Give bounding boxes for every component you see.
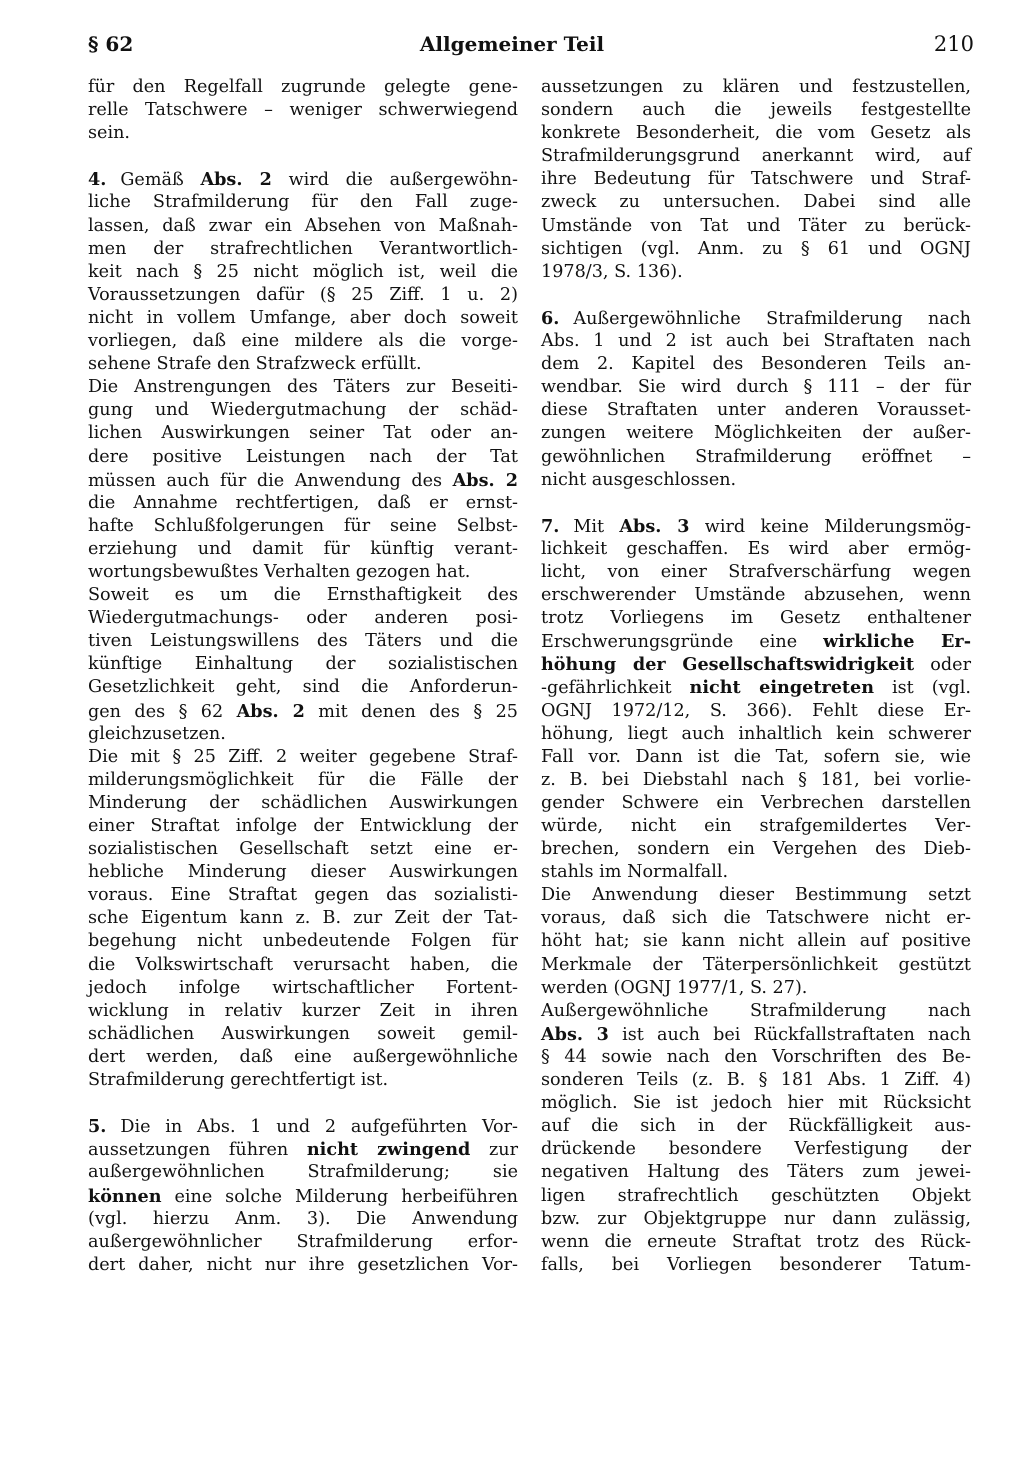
text-line: 5. Die in Abs. 1 und 2 aufgeführten Vor- xyxy=(88,1116,518,1138)
text-line: (vgl. hierzu Anm. 3). Die Anwendung xyxy=(88,1208,518,1229)
text-line: Strafmilderung gerechtfertigt ist. xyxy=(88,1070,389,1091)
text-line: nicht in vollem Umfange, aber doch soweit xyxy=(88,307,518,328)
text-line: drückende besondere Verfestigung der xyxy=(541,1139,971,1160)
text-line: milderungsmöglichkeit für die Fälle der xyxy=(88,769,518,790)
text-line: vorliegen, daß eine mildere als die vorge- xyxy=(88,331,518,352)
text-line: falls, bei Vorliegen besonderer Tatum- xyxy=(541,1254,971,1275)
text-line: werden (OGNJ 1977/1, S. 27). xyxy=(541,977,808,998)
text-line: Gesetzlichkeit geht, sind die Anforderun- xyxy=(88,677,518,698)
text-line: lichkeit geschaffen. Es wird aber ermög- xyxy=(541,538,971,559)
text-line: dem 2. Kapitel des Besonderen Teils an- xyxy=(541,354,971,375)
text-line: Merkmale der Täterpersönlichkeit gestützt xyxy=(541,954,971,975)
text-line: zweck zu untersuchen. Dabei sind alle xyxy=(541,192,971,213)
text-line: nicht ausgeschlossen. xyxy=(541,469,737,490)
text-line: außergewöhnlichen Strafmilderung; sie xyxy=(88,1162,518,1183)
text-line: OGNJ 1972/12, S. 366). Fehlt diese Er- xyxy=(541,700,971,721)
text-line: Außergewöhnliche Strafmilderung nach xyxy=(541,1000,971,1021)
text-line: Soweit es um die Ernsthaftigkeit des xyxy=(88,585,518,606)
text-line: jedoch infolge wirtschaftlicher Fortent- xyxy=(88,977,518,998)
text-line: außergewöhnlicher Strafmilderung erfor- xyxy=(88,1231,518,1252)
text-line: aussetzungen führen nicht zwingend zur xyxy=(88,1139,518,1161)
paragraph-gap xyxy=(541,284,971,307)
paragraph-gap xyxy=(88,1092,518,1115)
text-line: die Annahme rechtfertigen, daß er ernst- xyxy=(88,492,518,513)
text-line: Die mit § 25 Ziff. 2 weiter gegebene Straf- xyxy=(88,746,518,767)
text-line: Voraussetzungen dafür (§ 25 Ziff. 1 u. 2) xyxy=(88,284,518,305)
text-line: keit nach § 25 nicht möglich ist, weil die xyxy=(88,261,518,282)
text-line: Erschwerungsgründe eine wirkliche Er- xyxy=(541,631,972,653)
text-line: sehene Strafe den Strafzweck erfüllt. xyxy=(88,354,422,375)
text-line: die Volkswirtschaft verursacht haben, die xyxy=(88,954,518,975)
text-line: z. B. bei Diebstahl nach § 181, bei vorlie- xyxy=(541,769,971,790)
text-line: wenn die erneute Straftat trotz des Rück- xyxy=(541,1231,971,1252)
text-line: wendbar. Sie wird durch § 111 – der für xyxy=(541,377,971,398)
paragraph-gap xyxy=(541,492,971,515)
text-line: sozialistischen Gesellschaft setzt eine er- xyxy=(88,839,518,860)
text-line: schädlichen Auswirkungen soweit gemil- xyxy=(88,1023,518,1044)
text-line: tiven Leistungswillens des Täters und die xyxy=(88,631,518,652)
text-line: müssen auch für die Anwendung des Abs. 2 xyxy=(88,469,518,491)
text-line: 6. Außergewöhnliche Strafmilderung nach xyxy=(541,307,971,329)
text-line: wortungsbewußtes Verhalten gezogen hat. xyxy=(88,561,471,582)
text-line: möglich. Sie ist jedoch hier mit Rücksicht xyxy=(541,1093,971,1114)
text-line: diese Straftaten unter anderen Vorausset- xyxy=(541,400,971,421)
text-line: negativen Haltung des Täters zum jewei- xyxy=(541,1162,971,1183)
text-line: sichtigen (vgl. Anm. zu § 61 und OGNJ xyxy=(541,238,971,259)
text-line: dert daher, nicht nur ihre gesetzlichen Vor- xyxy=(88,1254,518,1275)
text-line: Abs. 1 und 2 ist auch bei Straftaten nach xyxy=(541,331,971,352)
text-line: voraus. Eine Straftat gegen das sozialisti- xyxy=(88,885,518,906)
text-line: gen des § 62 Abs. 2 mit denen des § 25 xyxy=(88,700,519,722)
section-number: § 62 xyxy=(88,32,134,56)
text-line: trotz Vorliegens im Gesetz enthaltener xyxy=(541,608,971,629)
text-line: lassen, daß zwar ein Absehen von Maßnah- xyxy=(88,215,518,236)
text-line: erziehung und damit für künftig verant- xyxy=(88,538,518,559)
text-line: dere positive Leistungen nach der Tat xyxy=(88,446,518,467)
text-line: ligen strafrechtlich geschützten Objekt xyxy=(541,1185,971,1206)
text-line: gewöhnlichen Strafmilderung eröffnet – xyxy=(541,446,971,467)
text-line: hebliche Minderung dieser Auswirkungen xyxy=(88,862,518,883)
text-line: voraus, daß sich die Tatschwere nicht er- xyxy=(541,908,971,929)
text-line: 4. Gemäß Abs. 2 wird die außergewöhn- xyxy=(88,169,518,191)
text-line: sondern auch die jeweils festgestellte xyxy=(541,100,971,121)
text-line: können eine solche Milderung herbeiführen xyxy=(88,1185,518,1207)
text-line: hafte Schlußfolgerungen für seine Selbst- xyxy=(88,515,518,536)
text-line: Minderung der schädlichen Auswirkungen xyxy=(88,792,518,813)
text-line: 7. Mit Abs. 3 wird keine Milderungsmög- xyxy=(541,515,972,537)
text-line: einer Straftat infolge der Entwicklung der xyxy=(88,816,518,836)
text-line: Strafmilderungsgrund anerkannt wird, auf xyxy=(541,146,971,167)
text-line: Abs. 3 ist auch bei Rückfallstraftaten nach xyxy=(541,1023,971,1045)
text-line: sonderen Teils (z. B. § 181 Abs. 1 Ziff. 4) xyxy=(541,1070,971,1091)
running-title: Allgemeiner Teil xyxy=(419,32,605,56)
text-line: höht hat; sie kann nicht allein auf positive xyxy=(541,931,971,952)
text-line: lichen Auswirkungen seiner Tat oder an- xyxy=(88,423,518,444)
text-line: dert werden, daß eine außergewöhnliche xyxy=(88,1046,518,1067)
text-line: Fall vor. Dann ist die Tat, sofern sie, wie xyxy=(541,746,971,767)
text-line: aussetzungen zu klären und festzustellen, xyxy=(541,77,971,97)
text-line: Die Anstrengungen des Täters zur Beseiti- xyxy=(88,377,518,398)
page-number: 210 xyxy=(933,32,974,56)
text-line: höhung, liegt auch inhaltlich kein schwerer xyxy=(541,723,971,744)
text-line: sche Eigentum kann z. B. zur Zeit der Tat- xyxy=(88,908,518,929)
text-line: für den Regelfall zugrunde gelegte gene- xyxy=(88,77,518,97)
text-line: stahls im Normalfall. xyxy=(541,862,729,883)
text-line: begehung nicht unbedeutende Folgen für xyxy=(88,931,518,952)
text-line: erschwerender Umstände abzusehen, wenn xyxy=(541,585,971,606)
text-line: liche Strafmilderung für den Fall zuge- xyxy=(88,192,518,213)
text-line: sein. xyxy=(88,123,130,144)
text-line: men der strafrechtlichen Verantwortlich- xyxy=(88,238,518,259)
text-line: § 44 sowie nach den Vorschriften des Be- xyxy=(541,1046,971,1067)
text-line: höhung der Gesellschaftswidrigkeit oder xyxy=(541,654,971,676)
paragraph-gap xyxy=(88,145,518,168)
left-column xyxy=(88,76,518,1277)
text-line: auf die sich in der Rückfälligkeit aus- xyxy=(541,1116,971,1137)
text-line: Die Anwendung dieser Bestimmung setzt xyxy=(541,885,971,906)
text-line: 1978/3, S. 136). xyxy=(541,261,683,282)
text-line: künftige Einhaltung der sozialistischen xyxy=(88,654,518,675)
text-line: ihre Bedeutung für Tatschwere und Straf- xyxy=(541,169,971,190)
text-line: Wiedergutmachungs- oder anderen posi- xyxy=(88,608,518,629)
text-line: wicklung in relativ kurzer Zeit in ihren xyxy=(88,1000,518,1021)
text-line: gleichzusetzen. xyxy=(88,723,226,744)
text-line: bzw. zur Objektgruppe nur dann zulässig, xyxy=(541,1208,971,1229)
text-line: licht, von einer Strafverschärfung wegen xyxy=(541,561,971,582)
text-line: Umstände von Tat und Täter zu berück- xyxy=(541,215,971,236)
text-line: brechen, sondern ein Vergehen des Dieb- xyxy=(541,839,971,860)
text-line: konkrete Besonderheit, die vom Gesetz als xyxy=(541,123,971,144)
text-line: gung und Wiedergutmachung der schäd- xyxy=(88,400,518,421)
text-line: würde, nicht ein strafgemildertes Ver- xyxy=(541,816,971,836)
right-column xyxy=(541,76,971,1277)
text-line: zungen weitere Möglichkeiten der außer- xyxy=(541,423,971,444)
text-line: relle Tatschwere – weniger schwerwiegend xyxy=(88,100,518,121)
text-line: -gefährlichkeit nicht eingetreten ist (vgl. xyxy=(541,677,971,699)
text-line: gender Schwere ein Verbrechen darstellen xyxy=(541,792,971,813)
